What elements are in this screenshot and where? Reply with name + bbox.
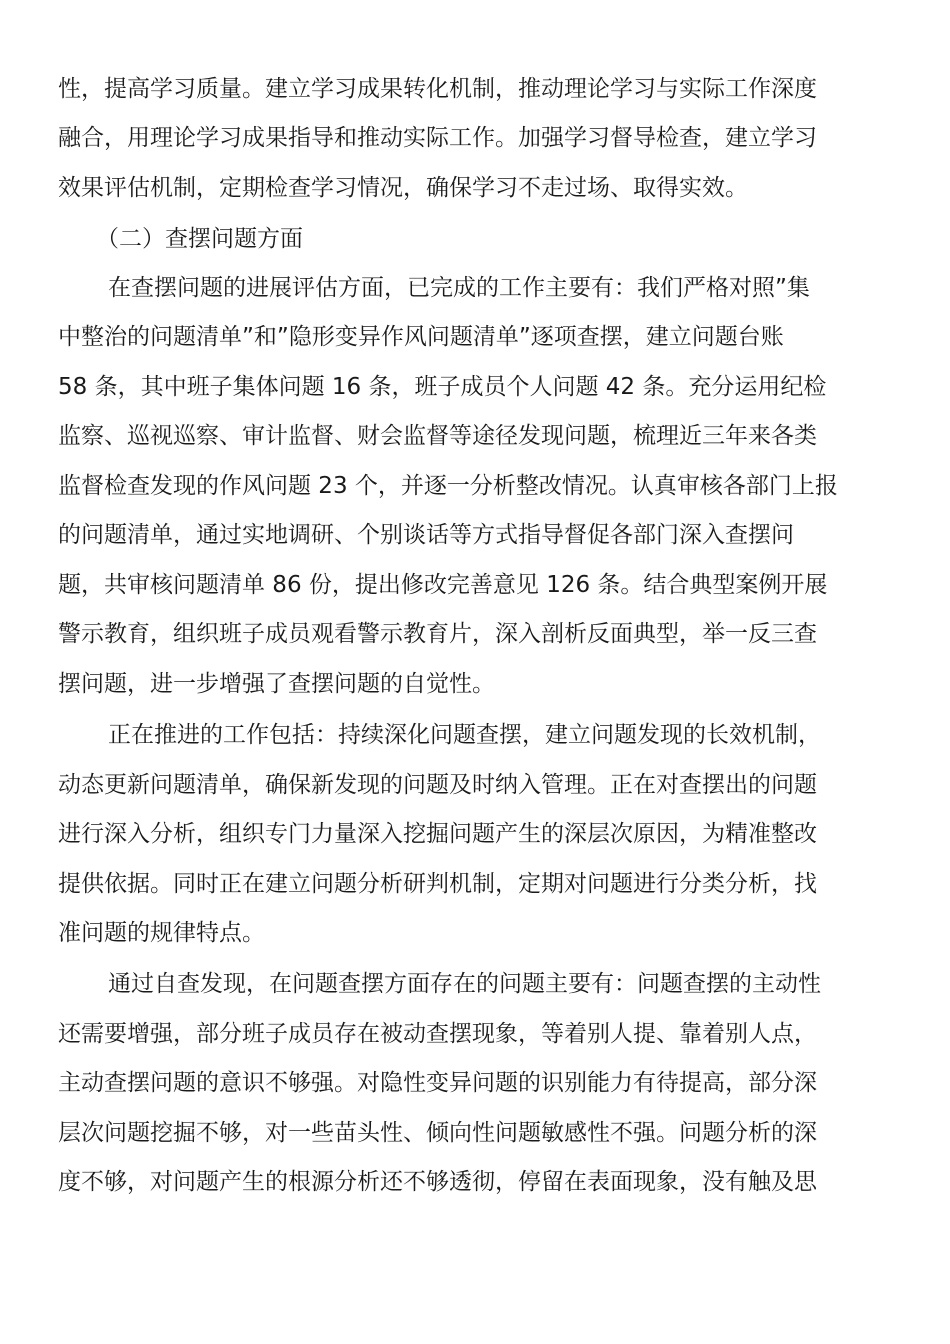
text-line: 性，提高学习质量。建立学习成果转化机制，推动理论学习与实际工作深度 [58,76,817,102]
text-line: 提供依据。同时正在建立问题分析研判机制，定期对问题进行分类分析，找 [58,871,817,897]
text-line: 警示教育，组织班子成员观看警示教育片，深入剖析反面典型，举一反三查 [58,621,817,647]
text-line: 融合，用理论学习成果指导和推动实际工作。加强学习督导检查，建立学习 [58,125,817,151]
text-line: 通过自查发现，在问题查摆方面存在的问题主要有：问题查摆的主动性 [108,971,821,997]
text-line: 题，共审核问题清单 86 份，提出修改完善意见 126 条。结合典型案例开展 [58,572,828,598]
text-line: 正在推进的工作包括：持续深化问题查摆，建立问题发现的长效机制， [108,722,821,748]
text-line: 效果评估机制，定期检查学习情况，确保学习不走过场、取得实效。 [58,175,748,201]
text-line: 还需要增强，部分班子成员存在被动查摆现象，等着别人提、靠着别人点， [58,1021,817,1047]
text-line: 监督检查发现的作风问题 23 个，并逐一分析整改情况。认真审核各部门上报 [58,473,838,499]
text-line: 在查摆问题的进展评估方面，已完成的工作主要有：我们严格对照”集 [108,275,810,301]
text-line: 58 条，其中班子集体问题 16 条，班子成员个人问题 42 条。充分运用纪检 [58,374,827,400]
text-line: 中整治的问题清单”和”隐形变异作风问题清单”逐项查摆，建立问题台账 [58,324,784,350]
text-line: 的问题清单，通过实地调研、个别谈话等方式指导督促各部门深入查摆问 [58,522,794,548]
text-line: 监察、巡视巡察、审计监督、财会监督等途径发现问题，梳理近三年来各类 [58,423,817,449]
text-line: 摆问题，进一步增强了查摆问题的自觉性。 [58,671,495,697]
text-line: 层次问题挖掘不够，对一些苗头性、倾向性问题敏感性不强。问题分析的深 [58,1120,817,1146]
section-heading: （二）查摆问题方面 [96,226,303,252]
text-line: 主动查摆问题的意识不够强。对隐性变异问题的识别能力有待提高，部分深 [58,1070,817,1096]
text-line: 度不够，对问题产生的根源分析还不够透彻，停留在表面现象，没有触及思 [58,1169,817,1195]
text-line: 动态更新问题清单，确保新发现的问题及时纳入管理。正在对查摆出的问题 [58,772,817,798]
text-line: 进行深入分析，组织专门力量深入挖掘问题产生的深层次原因，为精准整改 [58,821,817,847]
text-line: 准问题的规律特点。 [58,920,265,946]
